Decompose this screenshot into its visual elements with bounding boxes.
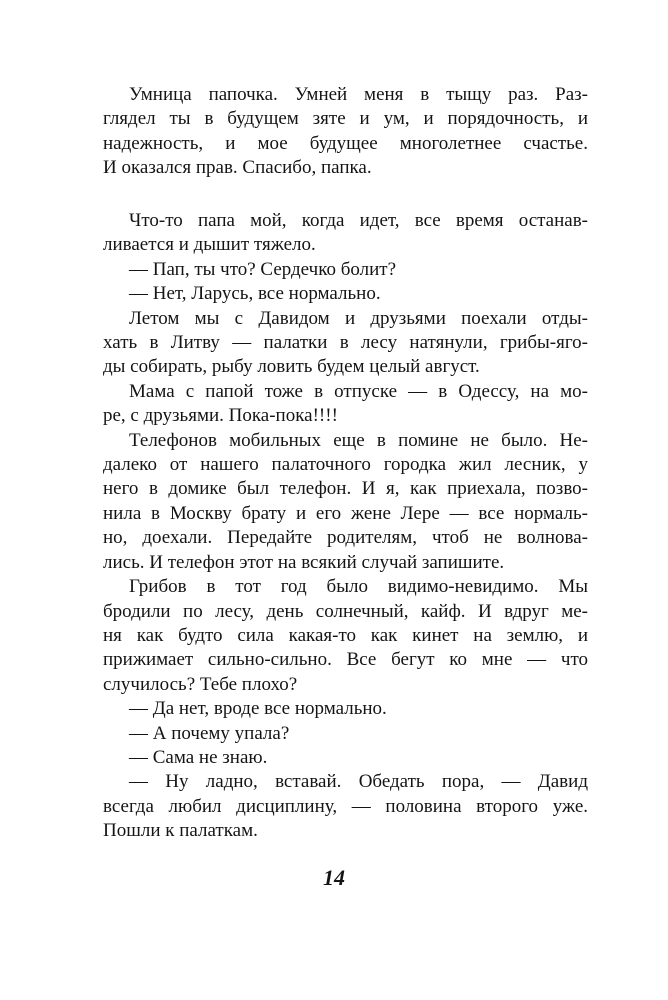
text-line: ливается и дышит тяжело. — [103, 234, 316, 256]
text-line: глядел ты в будущем зяте и ум, и порядочность, и — [103, 108, 588, 130]
text-line: ды собирать, рыбу ловить будем целый август. — [103, 356, 480, 378]
text-line: И оказался прав. Спасибо, папка. — [103, 157, 372, 179]
text-line: — А почему упала? — [129, 722, 290, 744]
text-line: случилось? Тебе плохо? — [103, 673, 298, 695]
text-line: Телефонов мобильных еще в помине не было. Не- — [129, 429, 588, 451]
text-line: Мама с папой тоже в отпуске — в Одессу, на мо- — [129, 380, 588, 402]
text-line: хать в Литву — палатки в лесу натянули, грибы-яго- — [103, 332, 588, 354]
text-line: Летом мы с Давидом и друзьями поехали отды- — [129, 307, 588, 329]
text-line: далеко от нашего палаточного городка жил лесник, у — [103, 454, 588, 476]
text-line: Умница папочка. Умней меня в тыщу раз. Раз- — [129, 84, 588, 105]
text-line: — Ну ладно, вставай. Обедать пора, — Давид — [129, 771, 588, 793]
section-1-text — [103, 83, 588, 181]
text-line: всегда любил дисциплину, — половина второго уже. — [103, 795, 588, 817]
text-line: Пошли к палаткам. — [103, 820, 258, 842]
text-line: прижимает сильно-сильно. Все бегут ко мне — что — [103, 649, 588, 671]
text-line: — Пап, ты что? Сердечко болит? — [129, 258, 397, 280]
section-2-text — [103, 209, 588, 844]
text-line: надежность, и мое будущее многолетнее счастье. — [103, 132, 588, 154]
text-line: Грибов в тот год было видимо-невидимо. Мы — [129, 576, 588, 598]
text-line: Что-то папа мой, когда идет, все время останав- — [129, 210, 588, 231]
text-line: — Да нет, вроде все нормально. — [129, 698, 387, 720]
text-line: — Нет, Ларусь, все нормально. — [129, 283, 381, 305]
text-line: нила в Москву брату и его жене Лере — все нормаль- — [103, 502, 588, 524]
text-line: бродили по лесу, день солнечный, кайф. И вдруг ме- — [103, 600, 588, 622]
text-line: — Сама не знаю. — [129, 746, 268, 768]
text-line: него в домике был телефон. И я, как приехала, позво- — [103, 478, 588, 500]
text-line: но, доехали. Передайте родителям, чтоб не волнова- — [103, 527, 588, 549]
text-line: ре, с друзьями. Пока-пока!!!! — [103, 405, 338, 427]
page-number: 14 — [323, 865, 345, 890]
text-line: ня как будто сила какая-то как кинет на землю, и — [103, 624, 588, 646]
text-line: лись. И телефон этот на всякий случай запишите. — [103, 551, 505, 573]
